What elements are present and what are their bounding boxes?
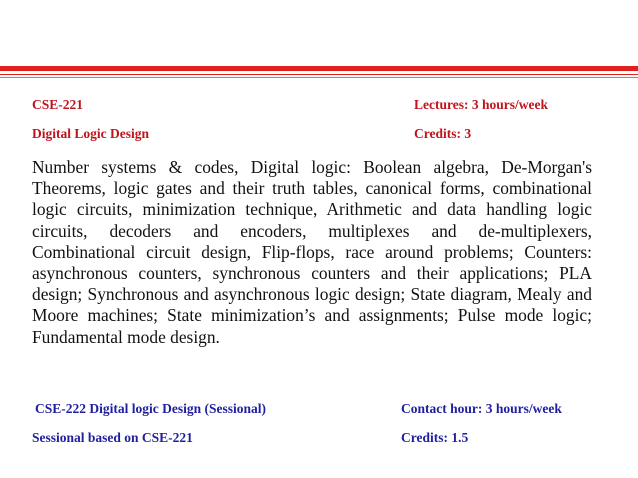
- sessional-heading: CSE-222 Digital logic Design (Sessional): [35, 401, 267, 416]
- header-rule-thick: [0, 66, 638, 71]
- sessional-contact-hours: Contact hour: 3 hours/week: [401, 401, 562, 416]
- course-credits: Credits: 3: [414, 126, 472, 141]
- header-rule-thin-light: [0, 77, 638, 78]
- course-title: Digital Logic Design: [32, 126, 149, 141]
- course-lectures: Lectures: 3 hours/week: [414, 97, 548, 112]
- course-code: CSE-221: [32, 97, 84, 112]
- sessional-credits: Credits: 1.5: [401, 430, 469, 445]
- header-rule-thin: [0, 74, 638, 75]
- sessional-basis: Sessional based on CSE-221: [32, 430, 193, 445]
- course-description: Number systems & codes, Digital logic: Boolean algebra, De-Morgan's Theorems, logic gates and their truth tables, canonical forms, combinational logic circuits, minimization technique, Arithmetic and data handling logic circuits, decoders and encoders, multiplexes and de-multiplexers, Combinational circuit design, Flip-flops, race around problems; Counters: asynchronous counters, synchronous counters and their applications; PLA design; Synchronous and asynchronous logic design; State diagram, Mealy and Moore machines; State minimization’s and assignments; Pulse mode logic; Fundamental mode design.: [32, 157, 592, 347]
